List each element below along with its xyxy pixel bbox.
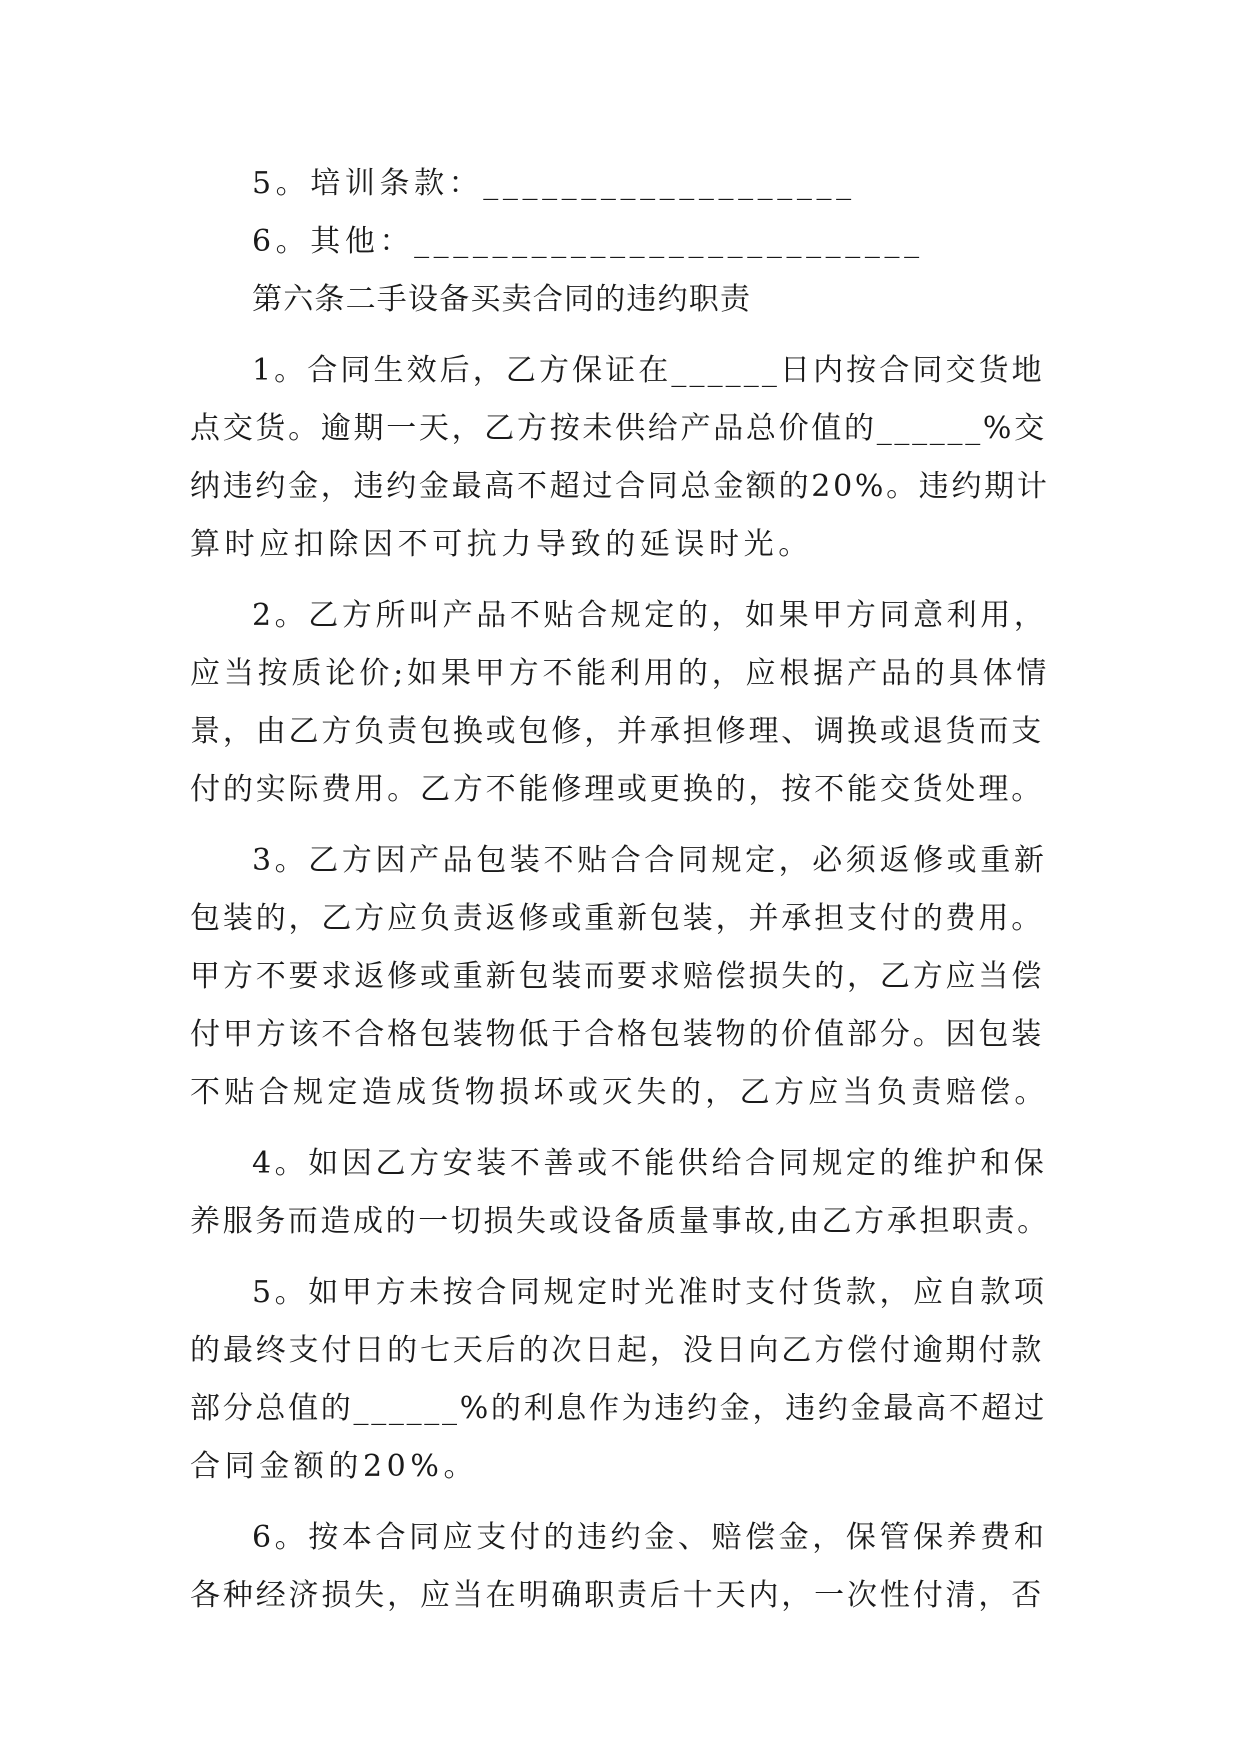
- paragraph-line: 5。如甲方未按合同规定时光准时支付货款，应自款项: [252, 1275, 1048, 1310]
- clause-6-other: 6。其他：__________________________: [252, 224, 924, 259]
- paragraph-4: [190, 1135, 1050, 1251]
- paragraph-line: 包装的，乙方应负责返修或重新包装，并承担支付的费用。: [190, 901, 1045, 936]
- paragraph-line: 纳违约金，违约金最高不超过合同总金额的20%。违约期计: [190, 469, 1050, 504]
- paragraph-5: [190, 1264, 1050, 1496]
- paragraph-line: 付甲方该不合格包装物低于合格包装物的价值部分。因包装: [190, 1017, 1045, 1052]
- document-body: [190, 155, 1050, 1625]
- paragraph-line: 养服务而造成的一切损失或设备质量事故,由乙方承担职责。: [190, 1204, 1050, 1239]
- paragraph-line: 6。按本合同应支付的违约金、赔偿金，保管保养费和: [252, 1520, 1048, 1555]
- paragraph-line: 应当按质论价;如果甲方不能利用的，应根据产品的具体情: [190, 656, 1051, 691]
- paragraph-1: [190, 342, 1050, 574]
- paragraph-2: [190, 587, 1050, 819]
- paragraph-line: 算时应扣除因不可抗力导致的延误时光。: [190, 527, 813, 562]
- paragraph-line: 1。合同生效后，乙方保证在______日内按合同交货地: [252, 353, 1045, 388]
- paragraph-line: 各种经济损失，应当在明确职责后十天内，一次性付清，否: [190, 1578, 1045, 1613]
- paragraph-line: 合同金额的20%。: [190, 1449, 479, 1484]
- paragraph-6: [190, 1509, 1050, 1625]
- paragraph-3: [190, 832, 1050, 1122]
- paragraph-line: 4。如因乙方安装不善或不能供给合同规定的维护和保: [252, 1146, 1048, 1181]
- paragraph-line: 甲方不要求返修或重新包装而要求赔偿损失的，乙方应当偿: [190, 959, 1045, 994]
- paragraph-line: 的最终支付日的七天后的次日起，没日向乙方偿付逾期付款: [190, 1333, 1045, 1368]
- paragraph-line: 2。乙方所叫产品不贴合规定的，如果甲方同意利用，: [252, 598, 1048, 633]
- paragraph-line: 景，由乙方负责包换或包修，并承担修理、调换或退货而支: [190, 714, 1045, 749]
- article-6-heading: 第六条二手设备买卖合同的违约职责: [252, 282, 752, 317]
- paragraph-line: 3。乙方因产品包装不贴合合同规定，必须返修或重新: [252, 843, 1048, 878]
- clause-5-training: 5。培训条款：___________________: [252, 166, 856, 201]
- paragraph-line: 部分总值的______%的利息作为违约金，违约金最高不超过: [190, 1391, 1047, 1426]
- paragraph-line: 不贴合规定造成货物损坏或灭失的，乙方应当负责赔偿。: [190, 1075, 1049, 1110]
- paragraph-line: 付的实际费用。乙方不能修理或更换的，按不能交货处理。: [190, 772, 1045, 807]
- paragraph-line: 点交货。逾期一天，乙方按未供给产品总价值的______%交: [190, 411, 1047, 446]
